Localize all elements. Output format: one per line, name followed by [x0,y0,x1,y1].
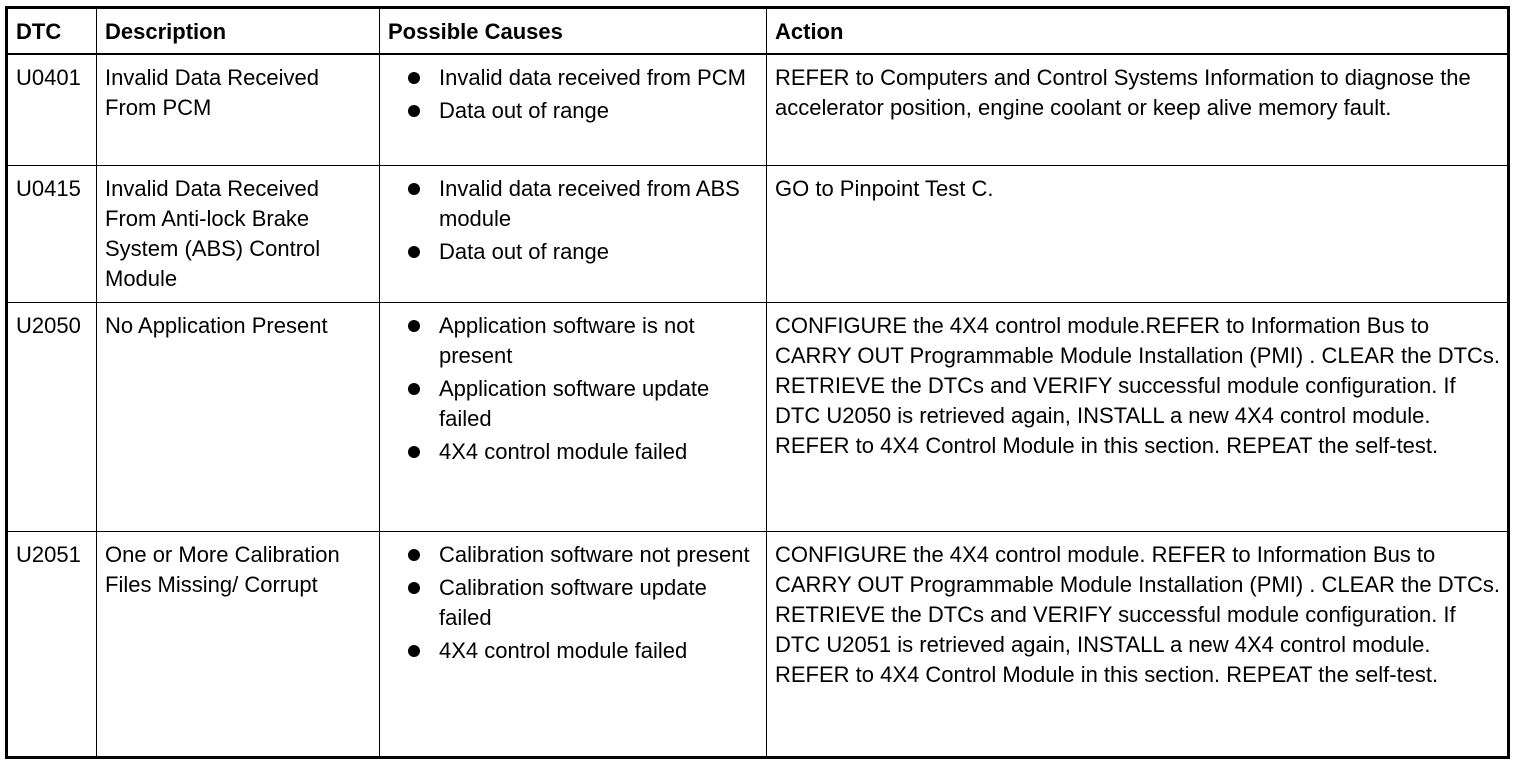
possible-causes [380,54,767,165]
table-row [7,54,1509,165]
dtc-action: CONFIGURE the 4X4 control module.REFER to Information Bus to CARRY OUT Programmable Module Installation (PMI) . CLEAR the DTCs. RETRIEVE the DTCs and VERIFY successful module configuration. If DTC U2050 is retrieved again, INSTALL a new 4X4 control module. REFER to 4X4 Control Module in this section. REPEAT the self-test. [767,302,1509,531]
dtc-description: Invalid Data Received From Anti-lock Brake System (ABS) Control Module [97,165,380,302]
cause-item [388,63,758,93]
cause-item [388,96,758,126]
header-action: Action [767,8,1509,55]
cause-item [388,573,758,633]
cause-text: 4X4 control module failed [439,637,688,663]
dtc-action: GO to Pinpoint Test C. [767,165,1509,302]
bullet-icon [408,383,420,395]
dtc-description: Invalid Data Received From PCM [97,54,380,165]
table-row [7,302,1509,531]
possible-causes [380,165,767,302]
cause-item [388,374,758,434]
possible-causes [380,302,767,531]
cause-item [388,174,758,234]
bullet-icon [408,549,420,561]
cause-text: 4X4 control module failed [439,438,688,464]
cause-item [388,237,758,267]
bullet-icon [408,105,420,117]
bullet-icon [408,183,420,195]
dtc-table [5,6,1510,759]
dtc-code: U0415 [7,165,97,302]
table-row [7,531,1509,758]
header-dtc: DTC [7,8,97,55]
dtc-code: U2050 [7,302,97,531]
bullet-icon [408,446,420,458]
dtc-action: REFER to Computers and Control Systems Information to diagnose the accelerator position, engine coolant or keep alive memory fault. [767,54,1509,165]
header-row [7,8,1509,55]
bullet-icon [408,246,420,258]
dtc-code: U0401 [7,54,97,165]
dtc-description: One or More Calibration Files Missing/ Corrupt [97,531,380,758]
bullet-icon [408,320,420,332]
dtc-description: No Application Present [97,302,380,531]
cause-text: Application software update failed [439,375,710,431]
cause-text: Invalid data received from PCM [439,65,746,90]
cause-item [388,636,758,666]
dtc-code: U2051 [7,531,97,758]
cause-item [388,540,758,570]
cause-text: Data out of range [439,98,610,123]
cause-text: Invalid data received from ABS module [439,175,740,231]
table-row [7,165,1509,302]
bullet-icon [408,72,420,84]
cause-item [388,311,758,371]
possible-causes [380,531,767,758]
header-description: Description [97,8,380,55]
bullet-icon [408,582,420,594]
cause-text: Calibration software not present [439,541,750,567]
cause-text: Calibration software update failed [439,574,707,630]
cause-item [388,437,758,467]
cause-text: Application software is not present [439,312,695,368]
header-causes: Possible Causes [380,8,767,55]
dtc-action: CONFIGURE the 4X4 control module. REFER to Information Bus to CARRY OUT Programmable Module Installation (PMI) . CLEAR the DTCs. RETRIEVE the DTCs and VERIFY successful module configuration. If DTC U2051 is retrieved again, INSTALL a new 4X4 control module. REFER to 4X4 Control Module in this section. REPEAT the self-test. [767,531,1509,758]
cause-text: Data out of range [439,238,610,264]
bullet-icon [408,645,420,657]
